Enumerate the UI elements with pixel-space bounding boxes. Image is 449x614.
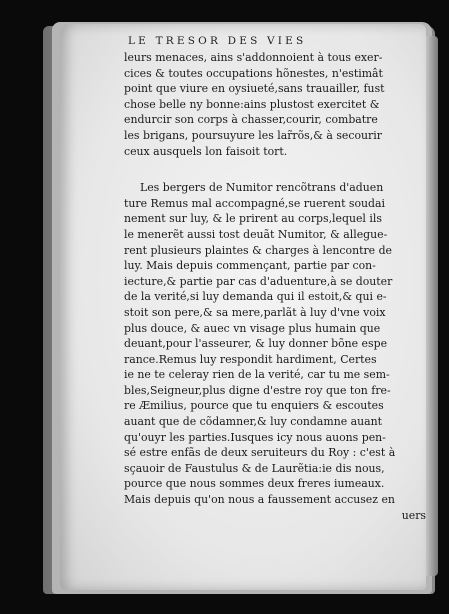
right-page-edge [424, 36, 438, 576]
catchword: uers [401, 508, 426, 522]
text-line: ceux ausquels lon faisoit tort. [124, 144, 288, 158]
text-line: Les bergers de Numitor rencõtrans d'aduen [140, 181, 384, 195]
text-line: chose belle ny bonne:ains plustost exercitet & [124, 97, 380, 111]
text-line: stoit son pere,& sa mere,parlãt à luy d'vne voix [124, 305, 386, 319]
text-line: plus douce, & auec vn visage plus humain que [124, 321, 381, 335]
text-line: cices & toutes occupations hõnestes, n'estimât [124, 66, 383, 80]
text-line: rent plusieurs plaintes & charges à lencontre de [124, 243, 392, 257]
text-line: de la verité,si luy demanda qui il estoit,& qui e- [124, 290, 387, 304]
text-line: Mais depuis qu'on nous a faussement accusez en [124, 493, 395, 507]
text-line: luy. Mais depuis commençant, partie par con- [124, 259, 376, 273]
text-line: auant que de cõdamner,& luy condamne auant [124, 415, 383, 429]
text-line: re Æmilius, pource que tu enquiers & escoutes [124, 399, 384, 413]
text-line: ture Remus mal accompagné,se ruerent soudai [124, 196, 386, 210]
paragraph-gap [124, 159, 426, 180]
text-line: leurs menaces, ains s'addonnoient à tous exer- [124, 51, 383, 64]
text-line: sé estre enfãs de deux seruiteurs du Roy : c'est à [124, 446, 396, 460]
text-line: sçauoir de Faustulus & de Laurẽtia:ie dis nous, [124, 461, 385, 475]
paragraph-2 [124, 180, 426, 507]
text-line: endurcir son corps à chasser,courir, combatre [124, 113, 378, 127]
text-line: point que viure en oysiueté,sans trauailler, fust [124, 82, 385, 96]
text-line: deuant,pour l'asseurer, & luy donner bõne espe [124, 337, 388, 351]
text-line: ie ne te celeray rien de la verité, car tu me sem- [124, 368, 390, 382]
text-line: qu'ouyr les parties.Iusques icy nous auons pen- [124, 430, 386, 444]
text-line: nement sur luy, & le prirent au corps,lequel ils [124, 212, 382, 226]
text-line: pource que nous sommes deux freres iumeaux. [124, 477, 385, 491]
page-body [124, 50, 426, 523]
text-line: rance.Remus luy respondit hardiment, Certes [124, 352, 377, 366]
text-line: iecture,& partie par cas d'aduenture,à se douter [124, 274, 393, 288]
text-line: bles,Seigneur,plus digne d'estre roy que ton fre- [124, 383, 391, 397]
paragraph-1 [124, 50, 426, 159]
running-header: LE TRESOR DES VIES [128, 35, 307, 47]
text-line: les brigans, poursuyure les lar̃rõs,& à secourir [124, 128, 382, 142]
text-line: le menerẽt aussi tost deuãt Numitor, & allegue- [124, 227, 388, 241]
